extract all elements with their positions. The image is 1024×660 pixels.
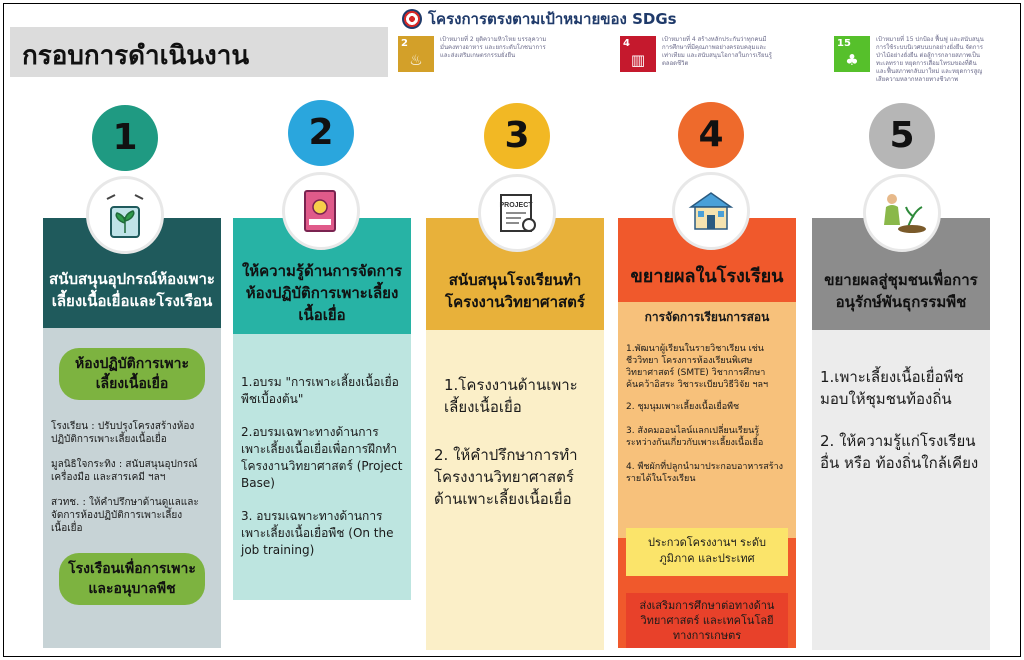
sdg-heading: โครงการตรงตามเป้าหมายของ SDGs (428, 10, 677, 28)
step-2-content (241, 374, 403, 559)
project-scroll-icon (478, 174, 556, 252)
step-5-item: 2. ให้ความรู้แก่โรงเรียนอื่น หรือ ท้องถิ่นใกล้เคียง (820, 432, 979, 472)
science-book-icon (282, 172, 360, 250)
step-3-item: 2. ให้คำปรึกษาการทำโครงงานวิทยาศาสตร์ด้านเพาะเลี้ยงเนื้อเยื่อ (434, 446, 578, 508)
plant-lab-icon (86, 176, 164, 254)
page-title: กรอบการดำเนินงาน (22, 41, 250, 71)
teaching-item: 4. พืชผักที่ปลูกนำมาประกอบอาหารสร้างรายได้ในโรงเรียน (626, 462, 784, 484)
sdg-goal-text: เป้าหมายที่ 4 สร้างหลักประกันว่าทุกคนมีการศึกษาที่มีคุณภาพอย่างครอบคลุมและเท่าเทียม และสนับสนุนโอกาสในการเรียนรู้ตลอดชีวิต (662, 36, 772, 67)
step-1-number: 1 (92, 105, 158, 171)
greenhouse-pill: โรงเรือนเพื่อการเพาะและอนุบาลพืช (59, 553, 205, 605)
community-planting-icon (863, 174, 941, 252)
lab-pill: ห้องปฏิบัติการเพาะเลี้ยงเนื้อเยื่อ (59, 348, 205, 400)
step-2-heading: ให้ความรู้ด้านการจัดการห้องปฏิบัติการเพาะเลี้ยงเนื้อเยื่อ (241, 262, 403, 324)
teaching-item: 3. สังคมออนไลน์แลกเปลี่ยนเรียนรู้ระหว่างกันเกี่ยวกับเพาะเลี้ยงเนื้อเยื่อ (626, 426, 764, 448)
svg-text:PROJECT: PROJECT (499, 202, 533, 209)
step-1-heading: สนับสนุนอุปกรณ์ห้องเพาะเลี้ยงเนื้อเยื่อและโรงเรือน (49, 270, 215, 310)
step-3-number: 3 (484, 103, 550, 169)
sdg-goal-text: เป้าหมายที่ 15 ปกป้อง ฟื้นฟู และสนับสนุนการใช้ระบบนิเวศบนบกอย่างยั่งยืน จัดการป่าไม้อย่างยั่งยืน ต่อสู้การกลายสภาพเป็นทะเลทราย หยุดการเสื่อมโทรมของที่ดินและฟื้นสภาพกลับมาใหม่ และหยุดการสูญเสียความหลากหลายทางชีวภาพ (876, 36, 984, 83)
step-3-content (434, 374, 596, 510)
page-title-box (10, 27, 388, 77)
step-4-number: 4 (678, 102, 744, 168)
contest-box (626, 528, 788, 576)
promote-text: ส่งเสริมการศึกษาต่อทางด้านวิทยาศาสตร์ และเทคโนโลยีทางการเกษตร (639, 599, 775, 642)
step-3-item: 1.โครงงานด้านเพาะเลี้ยงเนื้อเยื่อ (444, 376, 578, 416)
school-icon (672, 172, 750, 250)
step-3-heading: สนับสนุนโรงเรียนทำโครงงานวิทยาศาสตร์ (445, 271, 585, 311)
tree-icon: 15 ♣ (834, 36, 870, 72)
step-2-item: 1.อบรม "การเพาะเลี้ยงเนื้อเยื่อพืชเบื้องต้น" (241, 375, 399, 406)
bowl-icon: 2 ♨ (398, 36, 434, 72)
target-icon (402, 9, 422, 29)
step-5-number: 5 (869, 103, 935, 169)
step-2-item: 3. อบรมเฉพาะทางด้านการเพาะเลี้ยงเนื้อเยื่อพืช (On the job training) (241, 509, 394, 557)
teaching-item: 2. ชุมนุมเพาะเลี้ยงเนื้อเยื่อพืช (626, 402, 740, 412)
book-icon: 4 ▥ (620, 36, 656, 72)
teaching-item: 1.พัฒนาผู้เรียนในรายวิชาเรียน เช่น ชีววิทยา โครงการห้องเรียนพิเศษวิทยาศาสตร์ (SMTE) วิชาการศึกษาค้นคว้าอิสระ วิชาระเบียบวิธีวิจัย ฯลฯ (626, 344, 769, 390)
sdg-goal-4 (620, 36, 772, 80)
step-4-heading: ขยายผลในโรงเรียน (630, 266, 784, 287)
promote-box (626, 593, 788, 648)
step-1-detail: มูลนิธิใจกระทิง : สนับสนุนอุปกรณ์เครื่องมือ และสารเคมี ฯลฯ (51, 459, 198, 483)
contest-text: ประกวดโครงงานฯ ระดับภูมิภาค และประเทศ (647, 536, 766, 565)
step-1-detail: สวทช. : ให้คำปรึกษาด้านดูแลและจัดการห้องปฏิบัติการเพาะเลี้ยงเนื้อเยื่อ (51, 497, 199, 534)
sdg-goal-15 (834, 36, 986, 83)
step-4-teaching-content (626, 308, 788, 485)
step-2-item: 2.อบรมเฉพาะทางด้านการเพาะเลี้ยงเนื้อเยื่อเพื่อการฝึกทำโครงงานวิทยาศาสตร์ (Project Base) (241, 425, 403, 490)
sdg-goal-text: เป้าหมายที่ 2 ยุติความหิวโหย บรรลุความมั่นคงทางอาหาร และยกระดับโภชนาการ และส่งเสริมเกษตรกรรมยั่งยืน (440, 36, 547, 59)
sdg-goal-2 (398, 36, 550, 80)
sdg-heading-row (402, 8, 677, 30)
teaching-title: การจัดการเรียนการสอน (644, 310, 770, 324)
step-2-number: 2 (288, 100, 354, 166)
step-5-content (820, 366, 982, 474)
step-5-item: 1.เพาะเลี้ยงเนื้อเยื่อพืชมอบให้ชุมชนท้องถิ่น (820, 368, 964, 408)
step-5-heading: ขยายผลสู่ชุมชนเพื่อการอนุรักษ์พันธุกรรมพืช (824, 271, 978, 311)
step-1-detail: โรงเรียน : ปรับปรุงโครงสร้างห้องปฏิบัติการเพาะเลี้ยงเนื้อเยื่อ (51, 421, 195, 445)
step-1-content (51, 348, 213, 605)
